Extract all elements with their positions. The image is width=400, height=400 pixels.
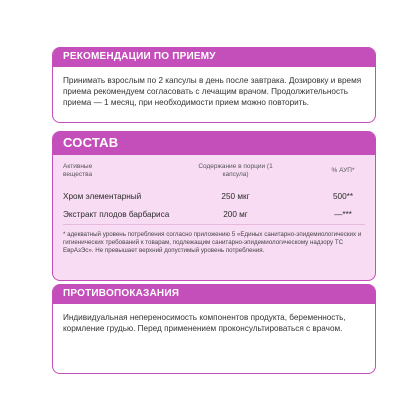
recommendations-card	[52, 47, 376, 123]
row-amount: 200 мг	[223, 210, 248, 219]
row-name: Хром элементарный	[63, 192, 142, 201]
column-header-aup: % АУП*	[331, 167, 355, 174]
contraindications-title: ПРОТИВОПОКАЗАНИЯ	[53, 284, 375, 304]
row-aup: —***	[334, 210, 352, 219]
table-row	[53, 209, 375, 221]
composition-footnote: * адекватный уровень потребления согласно приложению 5 «Единых санитарно-эпидемиологических и гигиенических требований к товарам, подлежащим санитарно-эпидемиологическому надзору ТС ЕврАзЭс». Не превышает верхний допустимый уровень потребления.	[63, 231, 362, 254]
composition-table	[53, 155, 375, 235]
contraindications-card	[52, 284, 376, 374]
composition-title: СОСТАВ	[53, 131, 375, 155]
contraindications-text: Индивидуальная непереносимость компонентов продукта, беременность, кормление грудью. Перед применением проконсультироваться с врачом.	[63, 313, 346, 333]
row-aup: 500**	[332, 192, 354, 201]
composition-card	[52, 131, 376, 281]
column-header-content: Содержание в порции (1 капсула)	[198, 163, 273, 178]
table-row	[53, 191, 375, 203]
row-name: Экстракт плодов барбариса	[63, 210, 170, 219]
row-amount: 250 мкг	[221, 192, 250, 201]
column-header-active: Активные вещества	[63, 163, 93, 178]
table-divider	[63, 224, 365, 225]
recommendations-title: РЕКОМЕНДАЦИИ ПО ПРИЕМУ	[53, 47, 375, 67]
recommendations-text: Принимать взрослым по 2 капсулы в день после завтрака. Дозировку и время приема рекомендуем согласовать с лечащим врачом. Продолжительность приема — 1 месяц, при необходимости прием можно повторить.	[63, 76, 362, 107]
